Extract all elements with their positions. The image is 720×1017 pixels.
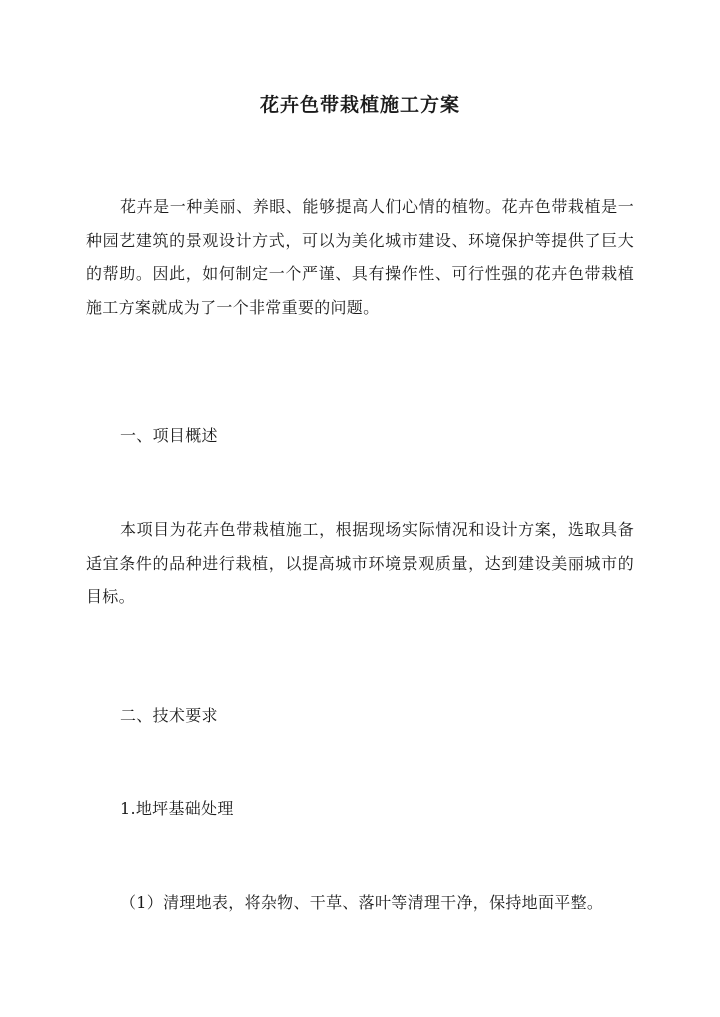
overview-paragraph: 本项目为花卉色带栽植施工，根据现场实际情况和设计方案，选取具备适宜条件的品种进行栽植，以提高城市环境景观质量，达到建设美丽城市的目标。 — [86, 520, 634, 606]
section-heading-technical-requirements: 二、技术要求 — [120, 706, 218, 725]
subsection-heading-ground-foundation: 1.地坪基础处理 — [120, 799, 234, 818]
intro-paragraph: 花卉是一种美丽、养眼、能够提高人们心情的植物。花卉色带栽植是一种园艺建筑的景观设计方式，可以为美化城市建设、环境保护等提供了巨大的帮助。因此，如何制定一个严谨、具有操作性、可行性强的花卉色带栽植施工方案就成为了一个非常重要的问题。 — [86, 197, 634, 317]
section-heading-overview: 一、项目概述 — [120, 426, 218, 445]
list-item: （1）清理地表，将杂物、干草、落叶等清理干净，保持地面平整。 — [120, 893, 604, 912]
document-title: 花卉色带栽植施工方案 — [259, 94, 460, 116]
